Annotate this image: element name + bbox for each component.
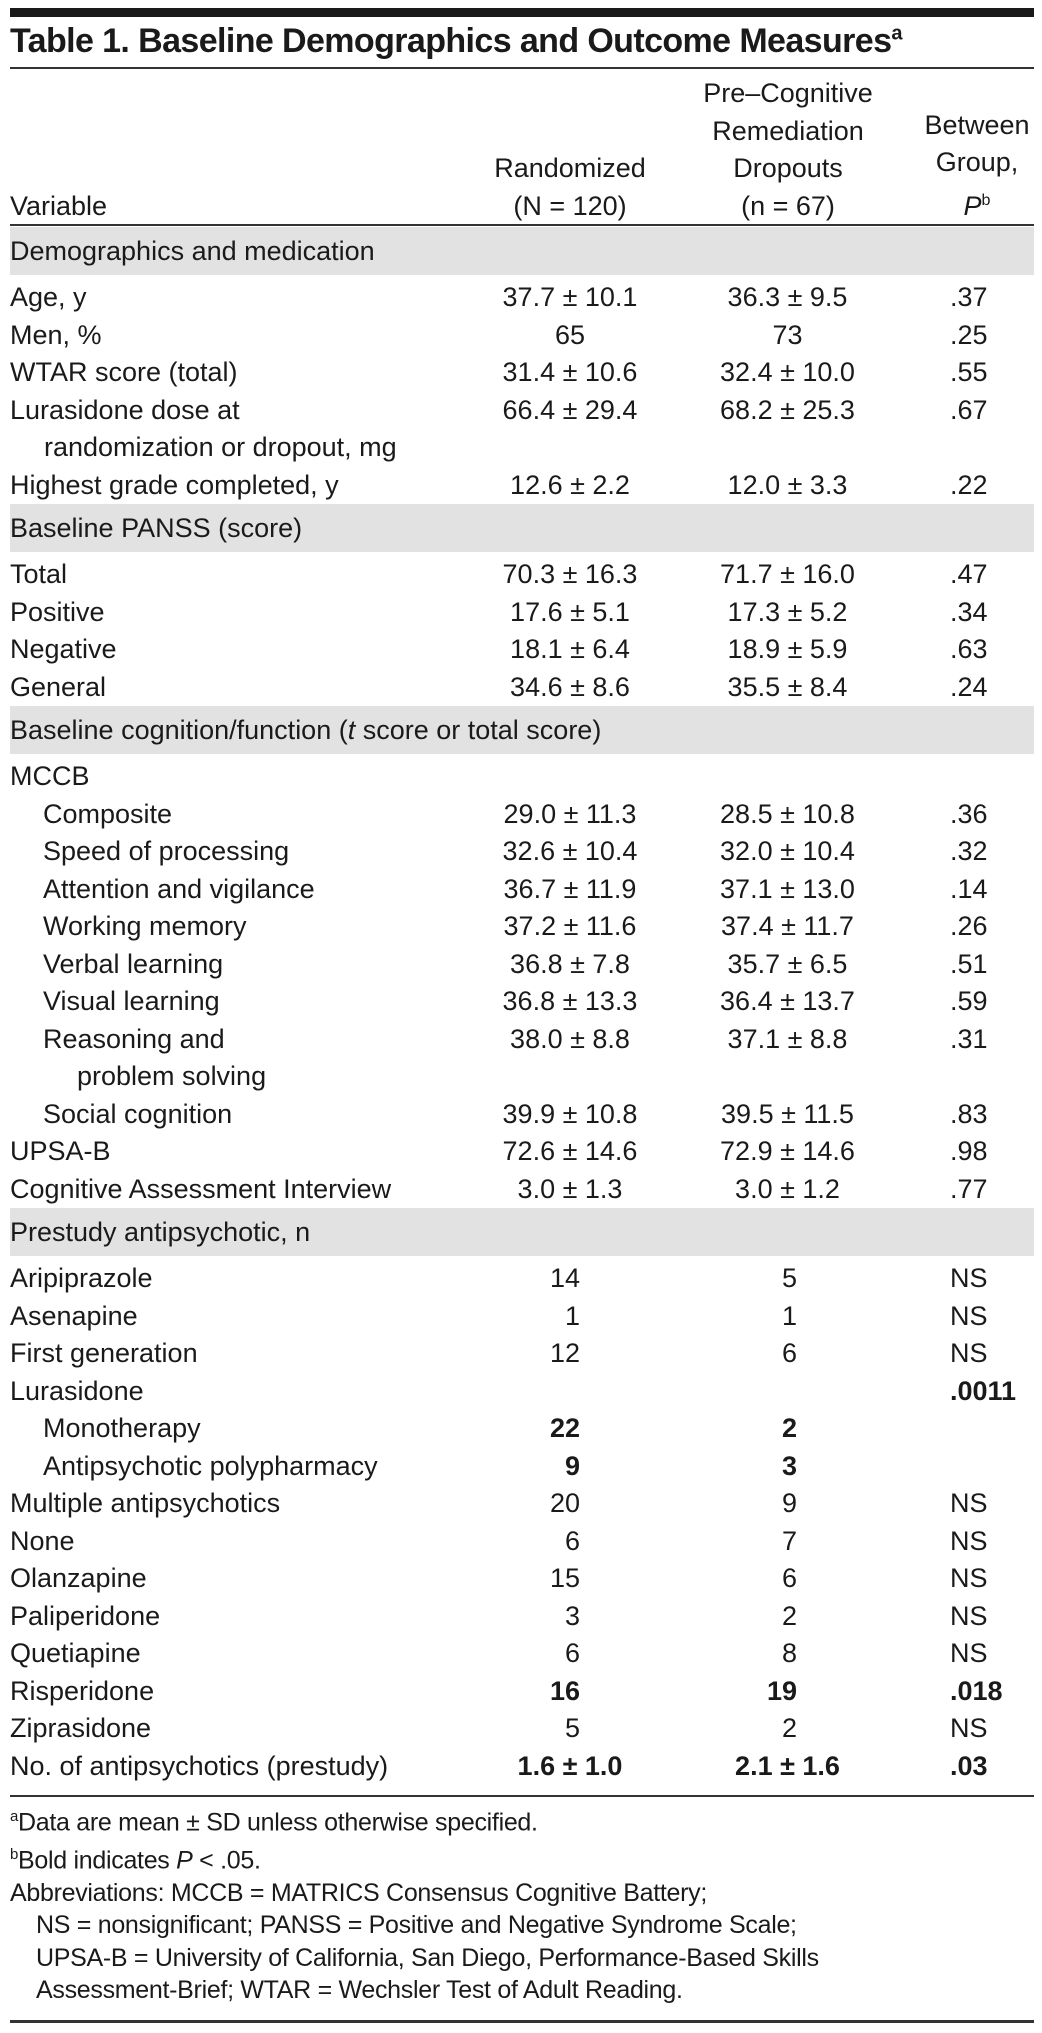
section-rows <box>10 552 1034 706</box>
header-dropouts-line: (n = 67) <box>741 190 835 221</box>
table-bottom-rule <box>10 1795 1034 1797</box>
table-row <box>10 983 1034 1021</box>
table-row <box>10 1598 1034 1636</box>
row-label-text: Working memory <box>43 911 247 941</box>
cell-dropouts: 2.1 ± 1.6 <box>735 1750 840 1781</box>
cell-dropouts: 37.4 ± 11.7 <box>721 911 854 941</box>
row-label-text: Asenapine <box>10 1300 138 1331</box>
cell-randomized: 70.3 ± 16.3 <box>502 559 638 589</box>
header-dropouts-line: Remediation <box>712 115 864 146</box>
row-label <box>10 1171 470 1209</box>
row-label <box>10 758 470 796</box>
cell-dropouts: 35.5 ± 8.4 <box>727 671 848 702</box>
cell-dropouts: 2 <box>781 1713 797 1743</box>
cell-p-value: .59 <box>950 986 988 1016</box>
cell-p-value: .32 <box>950 836 988 866</box>
table-row <box>10 467 1034 505</box>
row-label <box>10 1710 470 1748</box>
cell-p-value: NS <box>950 1525 988 1556</box>
cell-dropouts: 12.0 ± 3.3 <box>727 469 848 500</box>
row-label-text: General <box>10 671 107 702</box>
cell-dropouts: 36.4 ± 13.7 <box>720 986 855 1016</box>
cell-dropouts: 9 <box>781 1488 797 1518</box>
cell-p-value: .31 <box>950 1023 988 1054</box>
row-label <box>10 631 470 669</box>
row-label-text: Multiple antipsychotics <box>10 1488 281 1518</box>
cell-p-value: .24 <box>950 671 988 702</box>
section-title: Baseline cognition/function ( <box>10 715 348 745</box>
cell-randomized: 36.8 ± 13.3 <box>502 986 638 1016</box>
table-row <box>10 1410 1034 1448</box>
row-label-text: Highest grade completed, y <box>10 469 339 500</box>
cell-p-value: NS <box>950 1713 988 1743</box>
header-p-line <box>915 182 1039 226</box>
table-row <box>10 1485 1034 1523</box>
row-label-text: Attention and vigilance <box>43 873 315 904</box>
row-label <box>10 1560 470 1598</box>
cell-p-value: NS <box>950 1600 988 1631</box>
cell-dropouts: 3.0 ± 1.2 <box>735 1173 840 1204</box>
cell-dropouts: 37.1 ± 13.0 <box>720 873 855 904</box>
table-row <box>10 1448 1034 1486</box>
row-label <box>10 833 503 871</box>
row-label <box>10 1448 503 1486</box>
table-row <box>10 1673 1034 1711</box>
row-label <box>10 1096 503 1134</box>
table-row <box>10 631 1034 669</box>
cell-p-value: .63 <box>950 634 988 664</box>
cell-randomized: 12.6 ± 2.2 <box>510 469 630 500</box>
cell-randomized: 15 <box>549 1563 580 1593</box>
abbreviations-line: Abbreviations: MCCB = MATRICS Consensus Cognitive Battery; <box>10 1878 707 1907</box>
cell-randomized: 20 <box>549 1488 580 1518</box>
row-label-text: Ziprasidone <box>10 1713 152 1743</box>
row-label-text: Quetiapine <box>10 1638 141 1668</box>
footnote-text: Data are mean ± SD unless otherwise specified. <box>18 1808 538 1837</box>
cell-dropouts: 73 <box>772 319 803 350</box>
row-label <box>10 669 470 707</box>
row-label <box>10 279 470 317</box>
table-row <box>10 833 1034 871</box>
table-row <box>10 1133 1034 1171</box>
row-label-text: First generation <box>10 1338 198 1368</box>
section-title: Demographics and medication <box>10 236 375 266</box>
table-row <box>10 354 1034 392</box>
cell-randomized: 36.8 ± 7.8 <box>510 948 630 979</box>
row-label <box>10 983 503 1021</box>
row-label-text: Positive <box>10 596 105 627</box>
row-label-text: No. of antipsychotics (prestudy) <box>10 1750 389 1781</box>
row-label-text: Negative <box>10 634 117 664</box>
header-p-italic: P <box>963 190 982 221</box>
cell-p-value: .37 <box>950 282 988 312</box>
row-label <box>10 1133 470 1171</box>
row-label <box>10 1373 470 1411</box>
row-label-text: Aripiprazole <box>10 1263 153 1293</box>
row-label-text: Cognitive Assessment Interview <box>10 1173 392 1204</box>
row-label-text: Visual learning <box>43 986 220 1016</box>
cell-dropouts: 18.9 ± 5.9 <box>727 634 848 664</box>
section-title: Prestudy antipsychotic, n <box>10 1217 311 1247</box>
cell-dropouts: 3 <box>781 1450 797 1481</box>
cell-randomized: 3 <box>564 1600 580 1631</box>
row-label-text: Lurasidone dose at <box>10 394 240 425</box>
header-variable-label: Variable <box>10 190 108 221</box>
row-label <box>10 1635 470 1673</box>
section-rows <box>10 754 1034 1208</box>
cell-randomized: 5 <box>564 1713 580 1743</box>
cell-randomized: 39.9 ± 10.8 <box>502 1098 638 1129</box>
cell-p-value: .55 <box>950 357 988 387</box>
cell-dropouts: 7 <box>781 1525 797 1556</box>
table-row <box>10 1260 1034 1298</box>
cell-dropouts: 37.1 ± 8.8 <box>727 1023 848 1054</box>
footnote-text: < .05. <box>192 1846 261 1875</box>
cell-dropouts: 39.5 ± 11.5 <box>721 1098 854 1129</box>
row-label-continuation: randomization or dropout, mg <box>44 432 397 462</box>
footnote-b <box>10 1839 819 1877</box>
table-row <box>10 796 1034 834</box>
cell-p-value: .67 <box>950 394 988 425</box>
cell-randomized: 12 <box>549 1338 580 1368</box>
row-label <box>10 946 503 984</box>
footnotes <box>10 1801 819 2007</box>
cell-randomized: 3.0 ± 1.3 <box>517 1173 623 1204</box>
table-row <box>10 908 1034 946</box>
cell-randomized: 37.7 ± 10.1 <box>502 282 638 312</box>
cell-dropouts: 8 <box>781 1638 797 1668</box>
cell-p-value: NS <box>950 1488 988 1518</box>
cell-dropouts: 35.7 ± 6.5 <box>727 948 848 979</box>
table-body <box>10 227 1034 1785</box>
row-label-text: MCCB <box>10 761 90 791</box>
cell-p-value: .47 <box>950 559 988 589</box>
table-row <box>10 392 1034 467</box>
row-label <box>10 556 470 594</box>
cell-randomized: 31.4 ± 10.6 <box>502 357 638 387</box>
cell-p-value: .03 <box>950 1750 988 1781</box>
cell-p-value: .83 <box>950 1098 988 1129</box>
row-label <box>10 796 503 834</box>
footnote-italic: P <box>176 1846 193 1875</box>
table-row <box>10 594 1034 632</box>
footer-rule <box>10 2020 1034 2023</box>
title-text: Table 1. Baseline Demographics and Outcome Measures <box>10 22 892 60</box>
table-title <box>10 22 902 61</box>
header-p-line: Between <box>924 109 1030 140</box>
cell-randomized: 14 <box>549 1263 580 1293</box>
row-label <box>10 317 470 355</box>
cell-randomized: 36.7 ± 11.9 <box>503 873 637 904</box>
cell-dropouts: 1 <box>781 1300 797 1331</box>
row-label <box>10 1260 470 1298</box>
table-row <box>10 1298 1034 1336</box>
row-label <box>10 354 470 392</box>
top-rule <box>10 8 1034 17</box>
row-label-text: Risperidone <box>10 1675 155 1706</box>
cell-dropouts: 6 <box>781 1563 797 1593</box>
header-rule <box>10 224 1034 226</box>
cell-p-value: .14 <box>950 873 988 904</box>
table-row <box>10 1635 1034 1673</box>
cell-randomized: 6 <box>564 1525 580 1556</box>
table-row <box>10 1710 1034 1748</box>
cell-p-value: .34 <box>950 596 988 627</box>
row-label-text: UPSA-B <box>10 1136 111 1166</box>
row-label <box>10 1335 470 1373</box>
section-title-italic: t <box>347 715 356 745</box>
section-header <box>10 706 1034 754</box>
cell-p-value: .77 <box>950 1173 988 1204</box>
cell-p-value: .98 <box>950 1136 988 1166</box>
section-title-rest: score or total score) <box>355 715 602 745</box>
footnote-a <box>10 1801 819 1839</box>
section-title: Baseline PANSS (score) <box>10 513 303 543</box>
cell-dropouts: 2 <box>781 1413 797 1443</box>
section-header <box>10 227 1034 275</box>
table-row <box>10 1560 1034 1598</box>
cell-dropouts: 17.3 ± 5.2 <box>727 596 848 627</box>
title-rule <box>10 67 1034 69</box>
header-randomized-line: (N = 120) <box>513 190 627 221</box>
row-label-continuation: problem solving <box>77 1061 267 1091</box>
cell-dropouts: 68.2 ± 25.3 <box>720 394 855 425</box>
section-header <box>10 1208 1034 1256</box>
row-label-text: Social cognition <box>43 1098 233 1129</box>
cell-randomized: 18.1 ± 6.4 <box>510 634 630 664</box>
row-label-text: Lurasidone <box>10 1375 144 1406</box>
cell-dropouts: 32.0 ± 10.4 <box>720 836 855 866</box>
cell-randomized: 29.0 ± 11.3 <box>503 798 637 829</box>
section-rows <box>10 1256 1034 1785</box>
row-label <box>10 1523 470 1561</box>
cell-randomized: 16 <box>549 1675 580 1706</box>
table-row <box>10 1523 1034 1561</box>
section-header <box>10 504 1034 552</box>
cell-dropouts: 19 <box>766 1675 797 1706</box>
row-label <box>10 1021 503 1096</box>
row-label <box>10 908 503 946</box>
table-row <box>10 556 1034 594</box>
row-label-text: WTAR score (total) <box>10 357 238 387</box>
row-label-text: Total <box>10 559 68 589</box>
row-label <box>10 594 470 632</box>
footnote-mark: a <box>10 1808 19 1825</box>
table-row <box>10 1096 1034 1134</box>
cell-randomized: 32.6 ± 10.4 <box>502 836 638 866</box>
table-row <box>10 669 1034 707</box>
row-label <box>10 392 470 467</box>
footnote-text: Bold indicates <box>18 1846 177 1875</box>
table-row <box>10 946 1034 984</box>
cell-randomized: 65 <box>554 319 586 350</box>
cell-p-value: NS <box>950 1263 988 1293</box>
cell-dropouts: 2 <box>781 1600 797 1631</box>
row-label-text: None <box>10 1525 75 1556</box>
row-label-text: Men, % <box>10 319 102 350</box>
cell-p-value: NS <box>950 1563 988 1593</box>
row-label <box>10 1748 470 1786</box>
header-p-footnote-mark: b <box>981 191 991 209</box>
table-row <box>10 871 1034 909</box>
cell-p-value: .25 <box>950 319 988 350</box>
header-dropouts <box>688 70 888 225</box>
cell-dropouts: 36.3 ± 9.5 <box>727 282 848 312</box>
row-label <box>10 1598 470 1636</box>
row-label-text: Antipsychotic polypharmacy <box>43 1450 378 1481</box>
cell-randomized: 22 <box>549 1413 580 1443</box>
header-dropouts-line: Pre–Cognitive <box>703 78 873 108</box>
cell-dropouts: 72.9 ± 14.6 <box>720 1136 855 1166</box>
row-label-text: Verbal learning <box>43 948 224 979</box>
cell-p-value: NS <box>950 1638 988 1668</box>
row-label <box>10 871 503 909</box>
cell-randomized: 9 <box>564 1450 580 1481</box>
cell-p-value: .36 <box>950 798 988 829</box>
table-row <box>10 1171 1034 1209</box>
table-row <box>10 1021 1034 1096</box>
row-label-text: Age, y <box>10 282 87 312</box>
section-rows <box>10 275 1034 504</box>
cell-dropouts: 28.5 ± 10.8 <box>720 798 855 829</box>
cell-randomized: 66.4 ± 29.4 <box>502 394 638 425</box>
row-label-text: Reasoning and <box>43 1023 225 1054</box>
table-row <box>10 1748 1034 1786</box>
cell-p-value: .0011 <box>950 1375 1017 1406</box>
cell-randomized: 6 <box>564 1638 580 1668</box>
header-variable <box>10 70 107 225</box>
cell-p-value: NS <box>950 1300 988 1331</box>
header-randomized-line: Randomized <box>494 153 646 183</box>
header-p <box>915 70 1039 225</box>
cell-randomized: 17.6 ± 5.1 <box>510 596 630 627</box>
cell-randomized: 1 <box>564 1300 580 1331</box>
abbreviations-line: UPSA-B = University of California, San Diego, Performance-Based Skills <box>36 1943 819 1972</box>
cell-randomized: 38.0 ± 8.8 <box>510 1023 630 1054</box>
cell-dropouts: 32.4 ± 10.0 <box>720 357 855 387</box>
abbreviations-line: Assessment-Brief; WTAR = Wechsler Test of Adult Reading. <box>36 1976 683 2005</box>
row-label <box>10 1673 470 1711</box>
cell-p-value: NS <box>950 1338 988 1368</box>
cell-p-value: .018 <box>950 1675 1003 1706</box>
row-label <box>10 1485 470 1523</box>
row-label-text: Composite <box>43 798 173 829</box>
cell-randomized: 37.2 ± 11.6 <box>503 911 637 941</box>
row-label-text: Olanzapine <box>10 1563 147 1593</box>
row-label-text: Monotherapy <box>43 1413 201 1443</box>
abbreviations-line: NS = nonsignificant; PANSS = Positive and Negative Syndrome Scale; <box>36 1911 797 1940</box>
cell-randomized: 34.6 ± 8.6 <box>510 671 630 702</box>
table-row <box>10 279 1034 317</box>
table-row <box>10 1335 1034 1373</box>
header-dropouts-line: Dropouts <box>733 153 843 183</box>
table-row <box>10 758 1034 796</box>
footnote-mark: b <box>10 1845 19 1863</box>
cell-dropouts: 6 <box>781 1338 797 1368</box>
cell-p-value: .26 <box>950 911 988 941</box>
cell-p-value: .51 <box>950 948 988 979</box>
cell-randomized: 72.6 ± 14.6 <box>502 1136 638 1166</box>
cell-dropouts: 5 <box>781 1263 797 1293</box>
cell-p-value: .22 <box>950 469 988 500</box>
row-label <box>10 1410 503 1448</box>
header-p-line: Group, <box>935 147 1019 177</box>
row-label <box>10 467 470 505</box>
header-randomized <box>470 70 670 225</box>
cell-randomized: 1.6 ± 1.0 <box>517 1750 623 1781</box>
cell-dropouts: 71.7 ± 16.0 <box>720 559 855 589</box>
title-footnote-mark: a <box>891 22 902 45</box>
row-label <box>10 1298 470 1336</box>
table-row <box>10 317 1034 355</box>
table-row <box>10 1373 1034 1411</box>
row-label-text: Paliperidone <box>10 1600 161 1631</box>
row-label-text: Speed of processing <box>43 836 290 866</box>
